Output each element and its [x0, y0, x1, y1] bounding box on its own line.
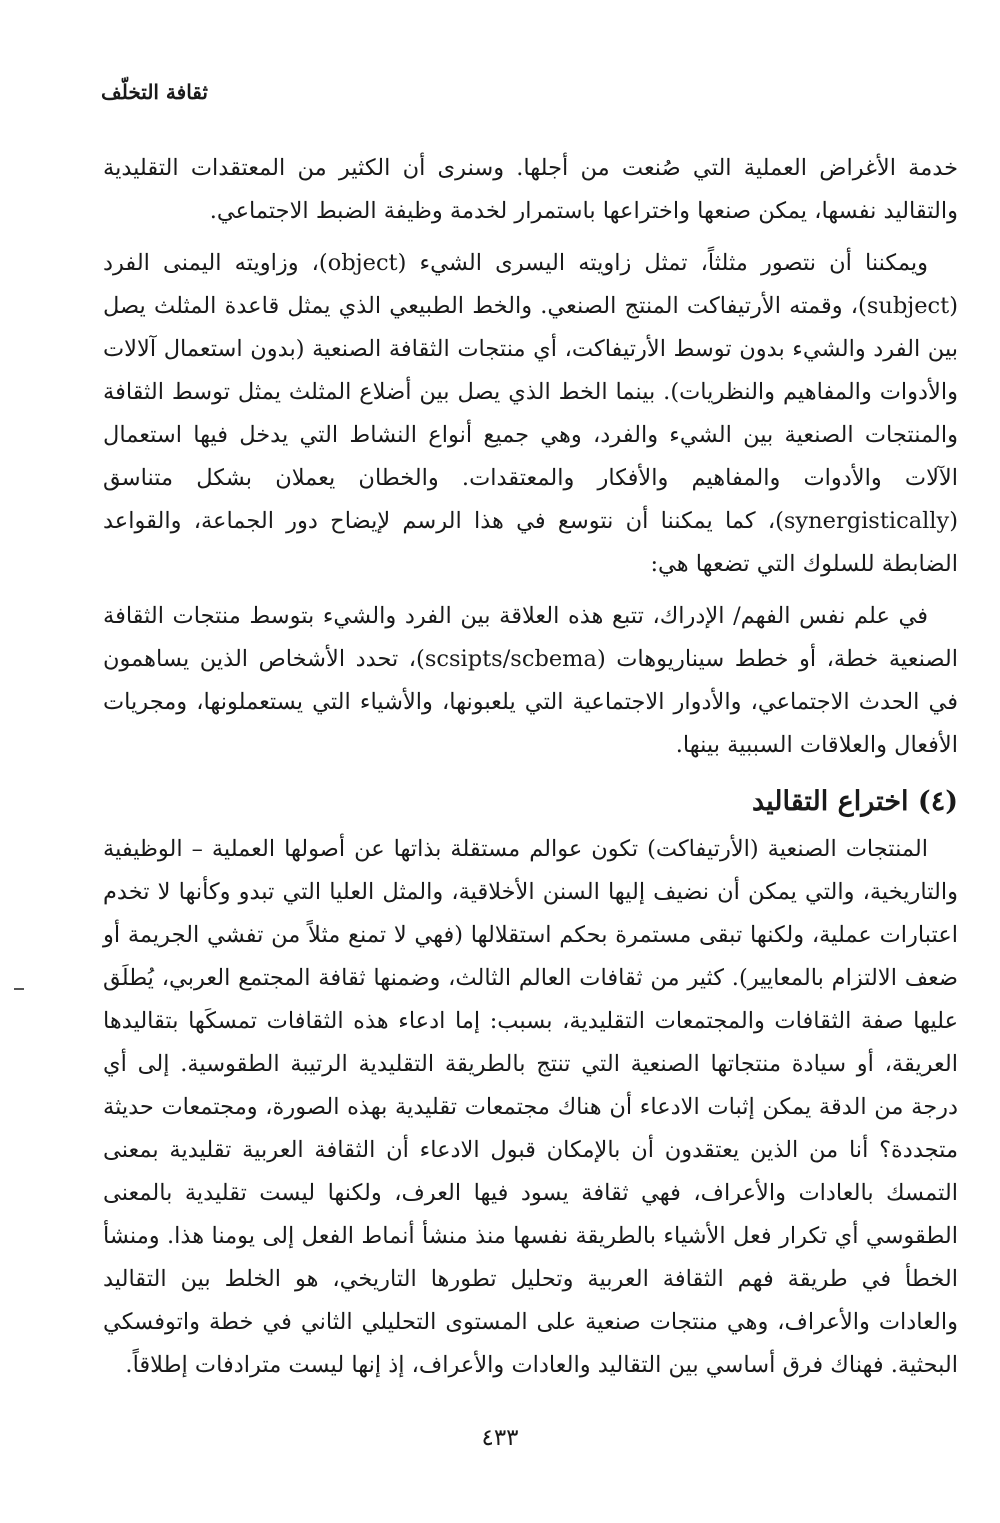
paragraph-inventing-traditions: المنتجات الصنعية (الأرتيفاكت) تكون عوالم مستقلة بذاتها عن أصولها العملية – الوظيفية والتاريخية، والتي يمكن أن نضيف إليها السنن الأخلاقية، والمثل العليا التي تبدو وكأنها لا تخدم اعتبارات عملية، ولكنها تبقى مستمرة بحكم استقلالها (فهي لا تمنع مثلاً من تفشي الجريمة أو ضعف الالتزام بالمعايير). كثير من ثقافات العالم الثالث، وضمنها ثقافة المجتمع العربي، يُطلَق عليها صفة الثقافات والمجتمعات التقليدية، بسبب: إما ادعاء هذه الثقافات تمسكَها بتقاليدها العريقة، أو سيادة منتجاتها الصنعية التي تنتج بالطريقة التقليدية الرتيبة الطقوسية. إلى أي درجة من الدقة يمكن إثبات الادعاء أن هناك مجتمعات تقليدية بهذه الصورة، ومجتمعات حديثة متجددة؟ أنا من الذين يعتقدون أن بالإمكان قبول الادعاء أن الثقافة العربية تقليدية بمعنى التمسك بالعادات والأعراف، فهي ثقافة يسود فيها العرف، ولكنها ليست تقليدية بالمعنى الطقوسي أي تكرار فعل الأشياء بالطريقة نفسها منذ منشأ أنماط الفعل إلى يومنا هذا. ومنشأ الخطأ في طريقة فهم الثقافة العربية وتحليل تطورها التاريخي، هو الخلط بين التقاليد والعادات والأعراف، وهي منتجات صنعية على المستوى التحليلي الثاني في خطة واتوفسكي البحثية. فهناك فرق أساسي بين التقاليد والعادات والأعراف، إذ إنها ليست مترادفات إطلاقاً. — [103, 836, 958, 1378]
paragraph-continued: خدمة الأغراض العملية التي صُنعت من أجلها. وسنرى أن الكثير من المعتقدات التقليدية والتقاليد نفسها، يمكن صنعها واختراعها باستمرار لخدمة وظيفة الضبط الاجتماعي. — [103, 155, 958, 224]
paragraph-triangle: ويمكننا أن نتصور مثلثاً، تمثل زاويته اليسرى الشيء (object)، وزاويته اليمنى الفرد (subject)، وقمته الأرتيفاكت المنتج الصنعي. والخط الطبيعي الذي يمثل قاعدة المثلث يصل بين الفرد والشيء بدون توسط الأرتيفاكت، أي منتجات الثقافة الصنعية (بدون استعمال آلالات والأدوات والمفاهيم والنظريات). بينما الخط الذي يصل بين أضلاع المثلث يمثل توسط الثقافة والمنتجات الصنعية بين الشيء والفرد، وهي جميع أنواع النشاط التي يدخل فيها استعمال الآلات والأدوات والمفاهيم والأفكار والمعتقدات. والخطان يعملان بشكل متناسق (synergistically)، كما يمكننا أن نتوسع في هذا الرسم لإيضاح دور الجماعة، والقواعد الضابطة للسلوك التي تضعها هي: — [103, 250, 958, 577]
margin-mark — [14, 988, 24, 990]
running-header: ثقافة التخلّف — [101, 80, 208, 104]
page-body — [103, 147, 958, 1387]
paragraph-cognitive-psychology: في علم نفس الفهم/ الإدراك، تتبع هذه العلاقة بين الفرد والشيء بتوسط منتجات الثقافة الصنعية خطة، أو خطط سيناريوهات (scsipts/scbema)، تحدد الأشخاص الذين يساهمون في الحدث الاجتماعي، والأدوار الاجتماعية التي يلعبونها، والأشياء التي يستعملونها، ومجريات الأفعال والعلاقات السببية بينها. — [103, 603, 958, 758]
page-number: ٤٣٣ — [481, 1425, 519, 1451]
section-heading: (٤) اختراع التقاليد — [751, 786, 958, 817]
